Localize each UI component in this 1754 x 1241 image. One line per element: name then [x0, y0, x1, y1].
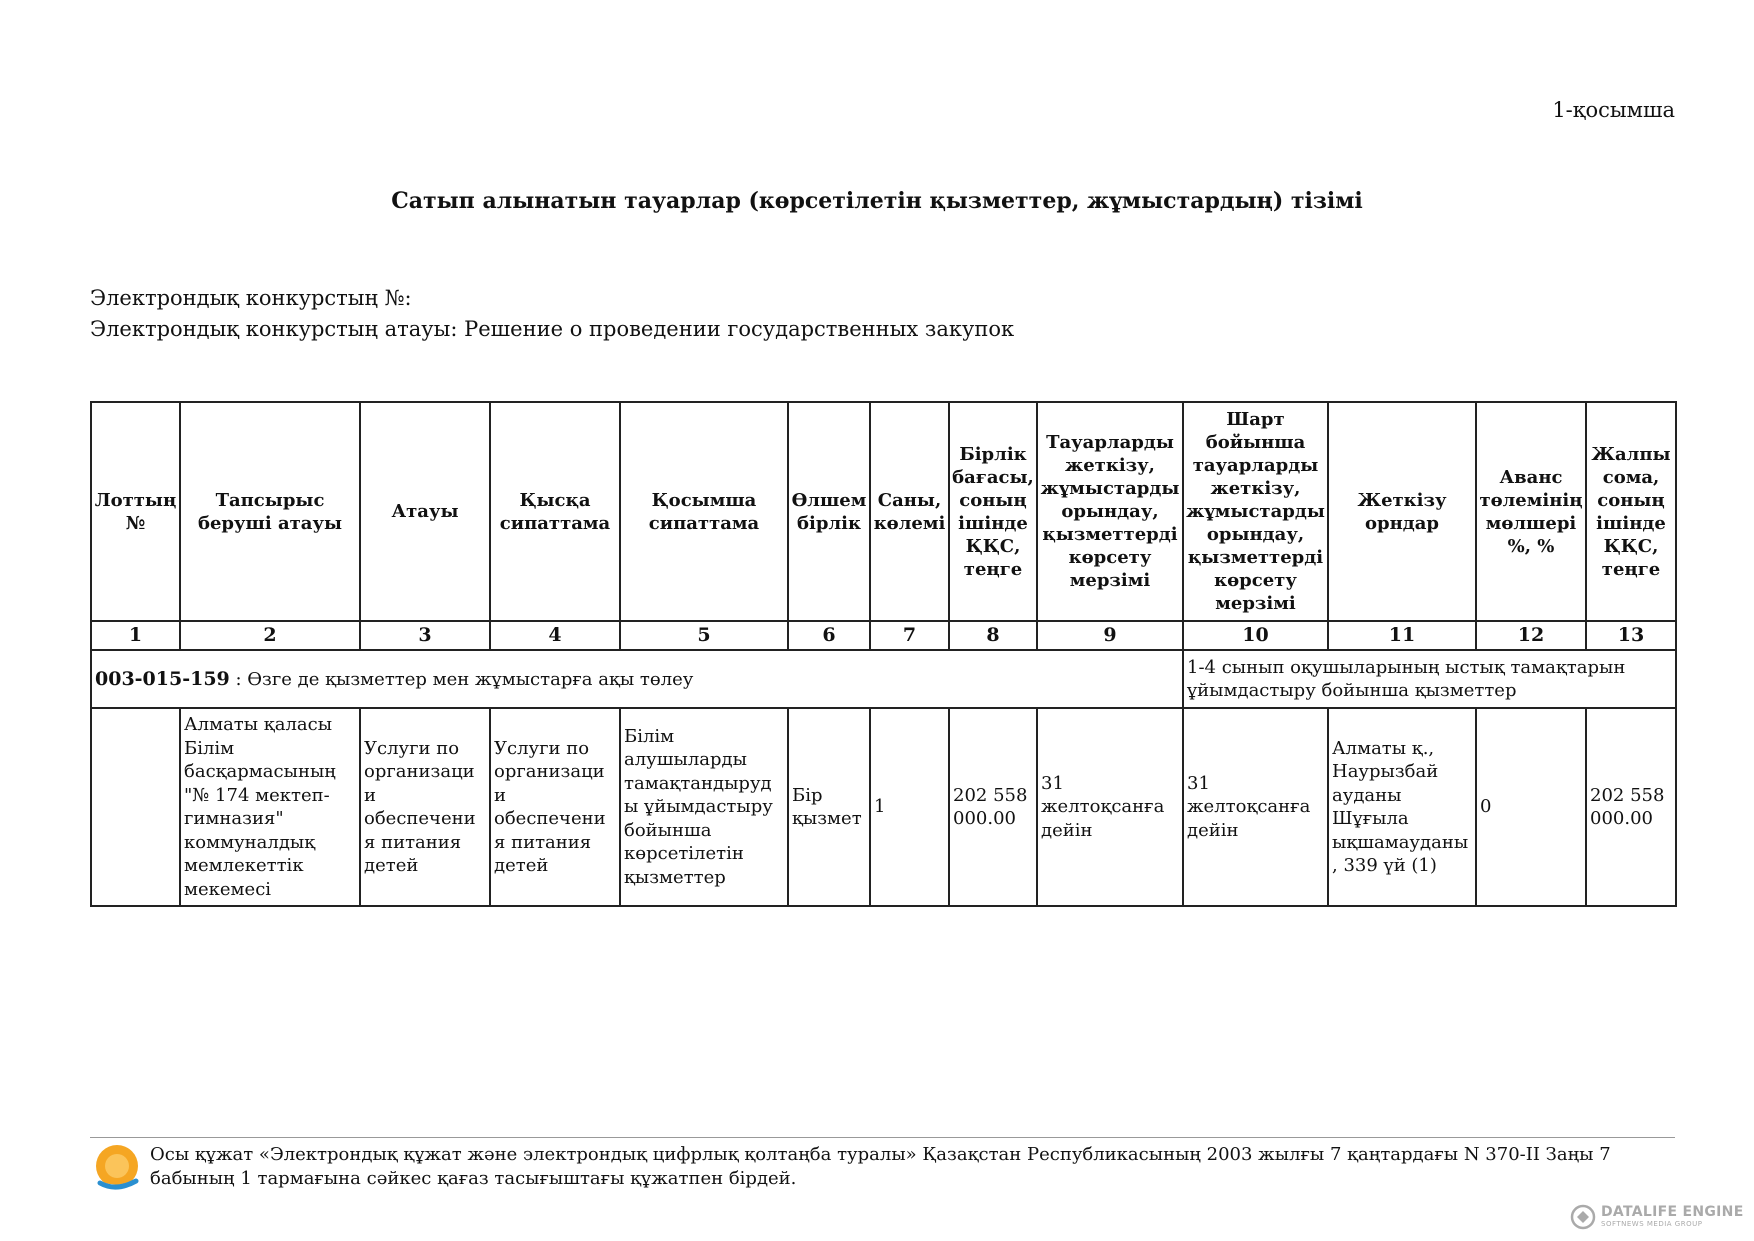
column-number: 1: [91, 621, 180, 650]
column-number: 11: [1328, 621, 1476, 650]
header-lot-number: Лоттың №: [91, 402, 180, 621]
header-unit: Өлшем бірлік: [788, 402, 870, 621]
lot-description: : Өзге де қызметтер мен жұмыстарға ақы төлеу: [229, 668, 694, 690]
column-number: 10: [1183, 621, 1328, 650]
header-customer: Тапсырыс беруші атауы: [180, 402, 360, 621]
lot-row: [91, 650, 1676, 708]
header-advance: Аванс төлемінің мөлшері %, %: [1476, 402, 1586, 621]
table-row: [91, 708, 1676, 906]
header-delivery-place: Жеткізу орндар: [1328, 402, 1476, 621]
cell-extra-description: Білім алушыларды тамақтандыруды ұйымдастыру бойынша көрсетілетін қызметтер: [620, 708, 788, 906]
column-number: 8: [949, 621, 1037, 650]
header-extra-description: Қосымша сипаттама: [620, 402, 788, 621]
watermark: [1570, 1202, 1745, 1232]
column-number-row: [91, 621, 1676, 650]
lot-description-cell: [91, 650, 1183, 708]
watermark-subtitle: SOFTNEWS MEDIA GROUP: [1601, 1220, 1703, 1228]
column-number: 6: [788, 621, 870, 650]
header-name: Атауы: [360, 402, 490, 621]
column-number: 13: [1586, 621, 1676, 650]
column-number: 9: [1037, 621, 1183, 650]
cell-total: 202 558 000.00: [1586, 708, 1676, 906]
header-contract-term: Шарт бойынша тауарларды жеткізу, жұмыстарды орындау, қызметтерді көрсету мерзімі: [1183, 402, 1328, 621]
cell-unit-price: 202 558 000.00: [949, 708, 1037, 906]
watermark-logo-icon: [1570, 1204, 1596, 1230]
header-unit-price: Бірлік бағасы, соның ішінде ҚҚС, теңге: [949, 402, 1037, 621]
header-row: [91, 402, 1676, 621]
header-short-description: Қысқа сипаттама: [490, 402, 620, 621]
cell-quantity: 1: [870, 708, 949, 906]
header-total: Жалпы сома, соның ішінде ҚҚС, теңге: [1586, 402, 1676, 621]
watermark-title: DATALIFE ENGINE: [1601, 1204, 1744, 1220]
cell-lot-number: [91, 708, 180, 906]
sun-logo-icon: [92, 1143, 142, 1193]
document-title: Сатып алынатын тауарлар (көрсетілетін қызметтер, жұмыстардың) тізімі: [391, 188, 1363, 214]
footer-legal-note: Осы құжат «Электрондық құжат және электрондық цифрлық қолтаңба туралы» Қазақстан Республикасының 2003 жылғы 7 қаңтардағы N 370-II Заңы 7 бабының 1 тармағына сәйкес қағаз тасығыштағы құжатпен бірдей.: [150, 1144, 1611, 1189]
annex-label: 1-қосымша: [1552, 98, 1675, 122]
column-number: 3: [360, 621, 490, 650]
lot-service-cell: 1-4 сынып оқушыларының ыстық тамақтарын ұйымдастыру бойынша қызметтер: [1183, 650, 1676, 708]
contest-meta: [90, 283, 1014, 345]
column-number: 12: [1476, 621, 1586, 650]
header-delivery-term: Тауарларды жеткізу, жұмыстарды орындау, қызметтерді көрсету мерзімі: [1037, 402, 1183, 621]
contest-number-label: Электрондық конкурстың №:: [90, 286, 412, 310]
procurement-table: [90, 401, 1677, 907]
column-number: 5: [620, 621, 788, 650]
header-quantity: Саны, көлемі: [870, 402, 949, 621]
contest-name-line: Электрондық конкурстың атауы: Решение о проведении государственных закупок: [90, 317, 1015, 341]
cell-advance: 0: [1476, 708, 1586, 906]
cell-delivery-place: Алматы қ., Наурызбай ауданы Шұғыла ықшамауданы, 339 үй (1): [1328, 708, 1476, 906]
footer-divider: [90, 1137, 1675, 1138]
cell-delivery-term: 31 желтоқсанға дейін: [1037, 708, 1183, 906]
cell-contract-term: 31 желтоқсанға дейін: [1183, 708, 1328, 906]
cell-name: Услуги по организации обеспечения питания детей: [360, 708, 490, 906]
column-number: 7: [870, 621, 949, 650]
column-number: 2: [180, 621, 360, 650]
lot-code: 003-015-159: [95, 667, 230, 690]
cell-unit: Бір қызмет: [788, 708, 870, 906]
column-number: 4: [490, 621, 620, 650]
cell-customer: Алматы қаласы Білім басқармасының "№ 174 мектеп-гимназия" коммуналдық мемлекеттік мекемесі: [180, 708, 360, 906]
cell-short-description: Услуги по организации обеспечения питания детей: [490, 708, 620, 906]
